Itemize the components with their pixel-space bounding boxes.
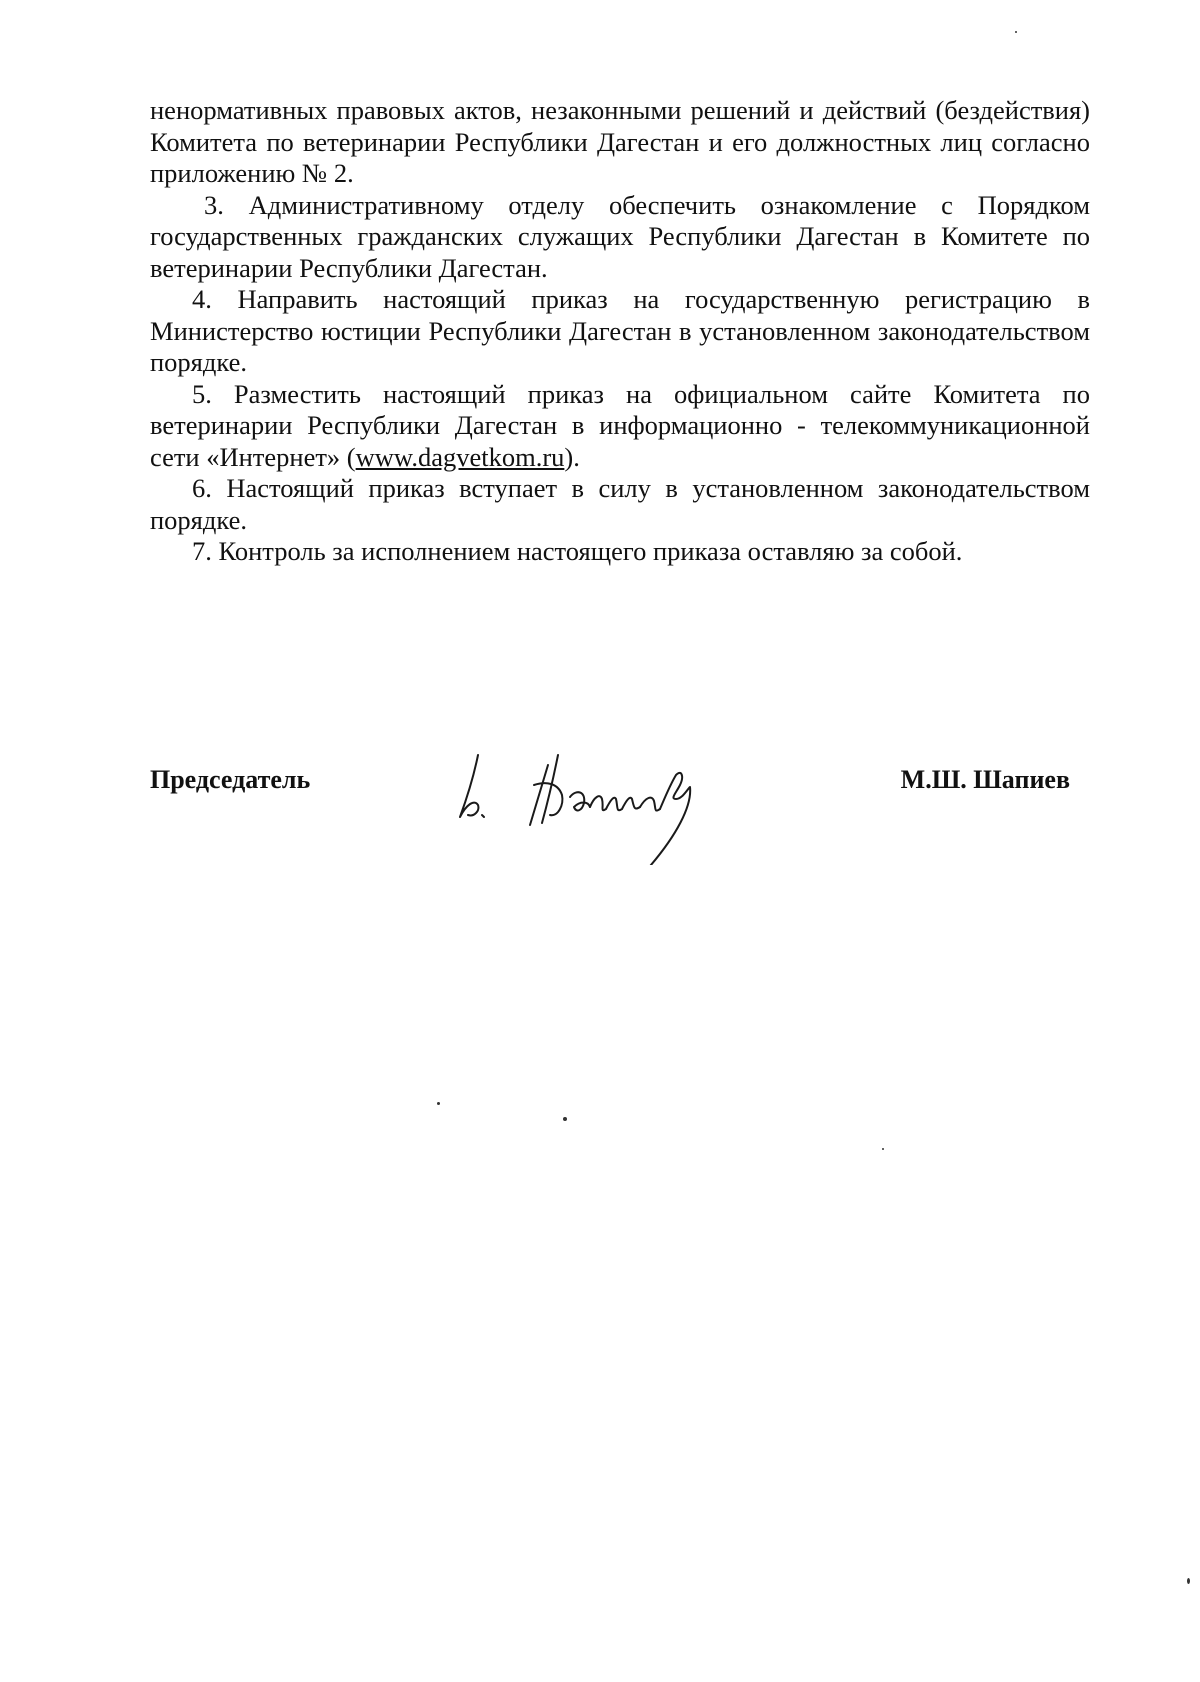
scan-speck <box>563 1117 567 1121</box>
scan-speck <box>1187 1578 1190 1584</box>
scan-speck <box>437 1102 440 1105</box>
paragraph-continuation: ненормативных правовых актов, незаконными решений и действий (бездействия) Комитета по ветеринарии Республики Дагестан и его должностных лиц согласно приложению № 2. <box>150 95 1090 188</box>
handwritten-signature <box>430 725 760 865</box>
paragraph-item-3: 3. Административному отделу обеспечить ознакомление с Порядком государственных гражданских служащих Республики Дагестан в Комитете по ветеринарии Республики Дагестан. <box>150 189 1090 283</box>
website-link[interactable]: www.dagvetkom.ru <box>355 441 565 472</box>
signatory-name: М.Ш. Шапиев <box>900 765 1070 794</box>
item-5-text-end: ). <box>564 441 580 472</box>
scan-speck <box>1015 31 1017 33</box>
paragraph-item-7: 7. Контроль за исполнением настоящего приказа оставляю за собой. <box>192 536 963 566</box>
paragraph-item-6: 6. Настоящий приказ вступает в силу в установленном законодательством порядке. <box>150 473 1090 535</box>
paragraph-item-4: 4. Направить настоящий приказ на государственную регистрацию в Министерство юстиции Республики Дагестан в установленном законодательством порядке. <box>150 284 1090 377</box>
signatory-title: Председатель <box>150 765 311 794</box>
paragraph-item-5 <box>150 379 1090 474</box>
scan-speck <box>882 1148 884 1150</box>
item-5-text: 5. Разместить настоящий приказ на официальном сайте Комитета по ветеринарии Республики Дагестан в информационно - телекоммуникационной сети «Интернет» ( <box>150 378 1090 472</box>
document-body <box>150 95 1090 568</box>
